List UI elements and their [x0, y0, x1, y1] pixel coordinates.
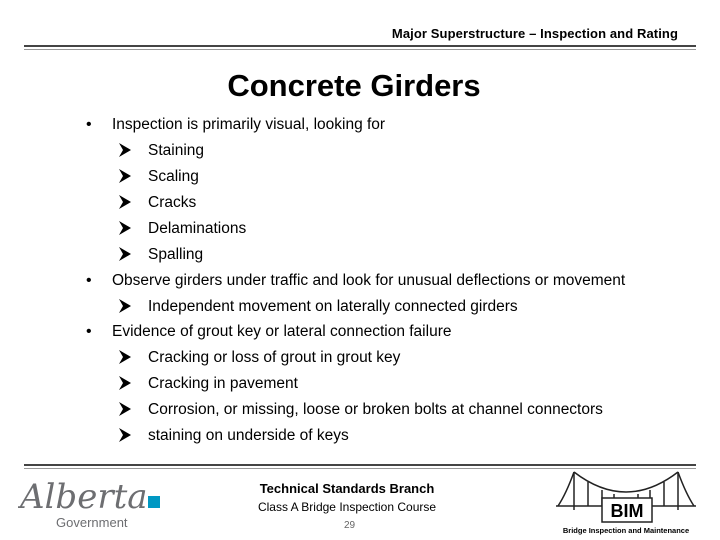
- sub-item-text: Delaminations: [148, 220, 247, 237]
- bullet-item: [86, 271, 626, 291]
- sub-item-text: Independent movement on laterally connected girders: [148, 298, 518, 315]
- arrowhead-icon: [118, 349, 132, 365]
- sub-item-text: Cracking or loss of grout in grout key: [148, 349, 401, 366]
- sub-item: [148, 374, 298, 394]
- slide-title: Concrete Girders: [227, 68, 481, 103]
- bim-tagline: Bridge Inspection and Maintenance: [562, 526, 690, 535]
- alberta-wordmark: Alberta: [20, 477, 148, 517]
- arrowhead-icon: [118, 220, 132, 236]
- sub-item: [148, 219, 246, 239]
- sub-item: [148, 245, 203, 265]
- sub-item: [148, 193, 196, 213]
- bullet-icon: •: [86, 323, 92, 340]
- sub-item-text: Corrosion, or missing, loose or broken bolts at channel connectors: [148, 401, 603, 418]
- bullet-text: Evidence of grout key or lateral connection failure: [112, 323, 452, 340]
- bridge-logo-icon: [554, 466, 698, 536]
- arrowhead-icon: [118, 168, 132, 184]
- sub-item-text: Scaling: [148, 168, 199, 185]
- sub-item: [148, 141, 204, 161]
- bullet-icon: •: [86, 272, 92, 289]
- bim-acronym: BIM: [610, 501, 644, 521]
- arrowhead-icon: [118, 401, 132, 417]
- sub-item-text: Cracks: [148, 194, 197, 211]
- sub-item-text: Staining: [148, 142, 205, 159]
- sub-item: [148, 348, 400, 368]
- sub-item: [148, 167, 199, 187]
- arrowhead-icon: [118, 298, 132, 314]
- bullet-item: [86, 322, 452, 342]
- bullet-text: Observe girders under traffic and look for unusual deflections or movement: [112, 272, 626, 289]
- arrowhead-icon: [118, 375, 132, 391]
- footer-course: Class A Bridge Inspection Course: [257, 500, 437, 514]
- sub-item: [148, 400, 603, 420]
- sub-item-text: staining on underside of keys: [148, 427, 349, 444]
- page-number: 29: [344, 520, 356, 531]
- sub-item: [148, 426, 349, 446]
- bullet-icon: •: [86, 116, 92, 133]
- arrowhead-icon: [118, 427, 132, 443]
- sub-item: [148, 297, 518, 317]
- arrowhead-icon: [118, 246, 132, 262]
- alberta-subtitle: Government: [56, 515, 128, 530]
- header-divider: [24, 45, 696, 50]
- footer-branch: Technical Standards Branch: [259, 481, 435, 496]
- sub-item-text: Spalling: [148, 246, 204, 263]
- bullet-item: [86, 115, 386, 135]
- sub-item-text: Cracking in pavement: [148, 375, 298, 392]
- arrowhead-icon: [118, 142, 132, 158]
- bullet-text: Inspection is primarily visual, looking for: [112, 116, 386, 133]
- arrowhead-icon: [118, 194, 132, 210]
- slide-header-title: Major Superstructure – Inspection and Rating: [391, 26, 678, 41]
